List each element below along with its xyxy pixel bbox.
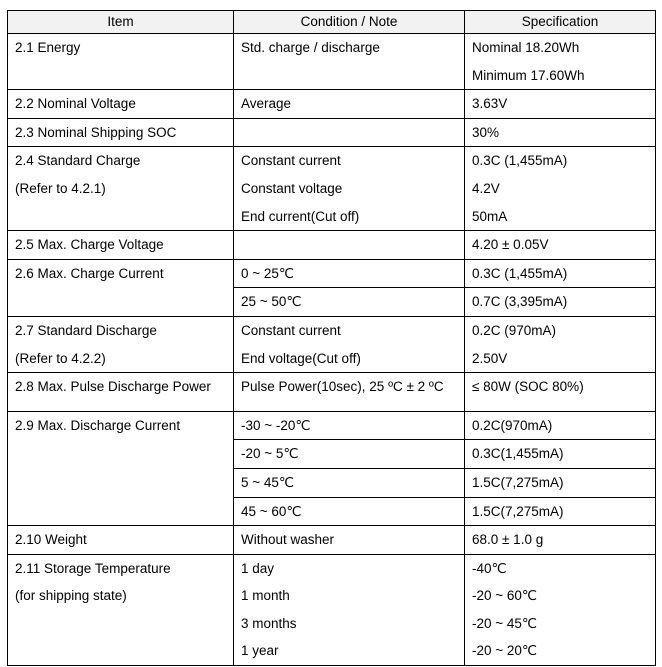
item-label: 2.8 Max. Pulse Discharge Power: [15, 379, 211, 395]
condition-cell: [234, 497, 465, 526]
table-row: [8, 411, 656, 440]
item-label: 2.11 Storage Temperature: [15, 560, 171, 576]
condition-text: Average: [241, 96, 292, 112]
item-label: 2.2 Nominal Voltage: [15, 96, 136, 112]
condition-cell: [234, 468, 465, 497]
condition-cell: [234, 373, 465, 412]
condition-text: 1 year: [241, 643, 279, 659]
condition-cell: [234, 288, 465, 317]
item-label: 2.6 Max. Charge Current: [15, 265, 164, 281]
condition-cell: [234, 259, 465, 288]
spec-value: 0.3C(1,455mA): [472, 446, 564, 462]
condition-text: Constant current: [241, 322, 341, 338]
condition-text: [241, 231, 464, 259]
spec-cell: [465, 497, 656, 526]
spec-value: 0.2C (970mA): [472, 322, 557, 338]
condition-text: Std. charge / discharge: [241, 40, 380, 55]
condition-text: [241, 119, 464, 147]
spec-value: 68.0 ± 1.0 g: [472, 532, 544, 548]
table-row: [8, 34, 656, 90]
spec-value: -20 ~ 60℃: [472, 588, 538, 604]
item-reference: (Refer to 4.2.2): [15, 350, 106, 366]
item-cell: [8, 526, 234, 555]
spec-value: 1.5C(7,275mA): [472, 503, 564, 519]
table-row: [8, 259, 656, 288]
item-label: 2.7 Standard Discharge: [15, 322, 157, 338]
spec-value: -20 ~ 20℃: [472, 643, 538, 659]
item-cell: [8, 316, 234, 372]
item-cell: [8, 411, 234, 525]
item-cell: [8, 231, 234, 260]
condition-text: 25 ~ 50℃: [241, 294, 302, 310]
table-row: [8, 526, 656, 555]
condition-cell: [234, 411, 465, 440]
table-row: [8, 147, 656, 231]
item-label: 2.9 Max. Discharge Current: [15, 417, 181, 433]
condition-text: 1 day: [241, 560, 275, 576]
spec-value: 4.20 ± 0.05V: [472, 237, 549, 253]
spec-cell: [465, 373, 656, 412]
condition-cell: [234, 554, 465, 665]
condition-text: 45 ~ 60℃: [241, 503, 302, 519]
spec-value: -20 ~ 45℃: [472, 615, 538, 631]
spec-value: 30%: [472, 124, 500, 140]
condition-text: -20 ~ 5℃: [241, 446, 299, 462]
spec-cell: [465, 554, 656, 665]
spec-value: 0.3C (1,455mA): [472, 265, 568, 281]
header-condition: Condition / Note: [234, 11, 465, 34]
item-label: 2.4 Standard Charge: [15, 153, 141, 169]
item-reference: (Refer to 4.2.1): [15, 180, 106, 196]
table-row: [8, 118, 656, 147]
condition-text: End voltage(Cut off): [241, 350, 361, 366]
condition-text: 5 ~ 45℃: [241, 474, 295, 490]
header-item: Item: [8, 11, 234, 34]
spec-value: -40℃: [472, 560, 507, 576]
condition-cell: [234, 118, 465, 147]
spec-cell: [465, 288, 656, 317]
condition-cell: [234, 316, 465, 372]
spec-cell: [465, 411, 656, 440]
spec-value: 50mA: [472, 208, 508, 224]
item-cell: [8, 34, 234, 90]
item-cell: [8, 90, 234, 119]
condition-cell: [234, 440, 465, 469]
item-cell: [8, 259, 234, 316]
condition-cell: [234, 90, 465, 119]
spec-value: 1.5C(7,275mA): [472, 474, 564, 490]
item-label: 2.10 Weight: [15, 532, 87, 548]
spec-value: Minimum 17.60Wh: [472, 67, 585, 83]
condition-text: 1 month: [241, 588, 290, 604]
condition-text: Without washer: [241, 532, 335, 548]
condition-cell: [234, 231, 465, 260]
condition-text: Constant voltage: [241, 180, 343, 196]
spec-cell: [465, 90, 656, 119]
spec-cell: [465, 231, 656, 260]
spec-cell: [465, 316, 656, 372]
item-label: 2.5 Max. Charge Voltage: [15, 237, 164, 253]
spec-cell: [465, 259, 656, 288]
table-row: [8, 316, 656, 372]
spec-cell: [465, 147, 656, 231]
spec-cell: [465, 468, 656, 497]
condition-text: -30 ~ -20℃: [241, 417, 311, 433]
header-specification: Specification: [465, 11, 656, 34]
table-row: [8, 554, 656, 665]
condition-text: End current(Cut off): [241, 208, 360, 224]
header-row: [8, 11, 656, 34]
item-label: 2.3 Nominal Shipping SOC: [15, 124, 177, 140]
spec-value: 2.50V: [472, 350, 508, 366]
item-cell: [8, 554, 234, 665]
spec-cell: [465, 526, 656, 555]
spec-cell: [465, 34, 656, 90]
condition-cell: [234, 34, 465, 90]
spec-cell: [465, 118, 656, 147]
condition-text: 0 ~ 25℃: [241, 265, 295, 281]
spec-value: 0.3C (1,455mA): [472, 153, 568, 169]
item-cell: [8, 147, 234, 231]
item-cell: [8, 373, 234, 412]
table-row: [8, 231, 656, 260]
spec-value: 3.63V: [472, 96, 508, 112]
spec-value: 0.7C (3,395mA): [472, 294, 568, 310]
table-row: [8, 373, 656, 412]
specification-table: [7, 10, 656, 666]
item-cell: [8, 118, 234, 147]
condition-text: Pulse Power(10sec), 25 ºC ± 2 ºC: [241, 379, 444, 395]
spec-value: ≤ 80W (SOC 80%): [472, 379, 584, 395]
condition-text: Constant current: [241, 153, 341, 169]
spec-cell: [465, 440, 656, 469]
table-row: [8, 90, 656, 119]
spec-value: Nominal 18.20Wh: [472, 40, 580, 55]
item-note: (for shipping state): [15, 588, 127, 604]
condition-text: 3 months: [241, 615, 297, 631]
item-label: 2.1 Energy: [15, 40, 81, 55]
condition-cell: [234, 526, 465, 555]
spec-value: 0.2C(970mA): [472, 417, 553, 433]
spec-value: 4.2V: [472, 180, 500, 196]
condition-cell: [234, 147, 465, 231]
